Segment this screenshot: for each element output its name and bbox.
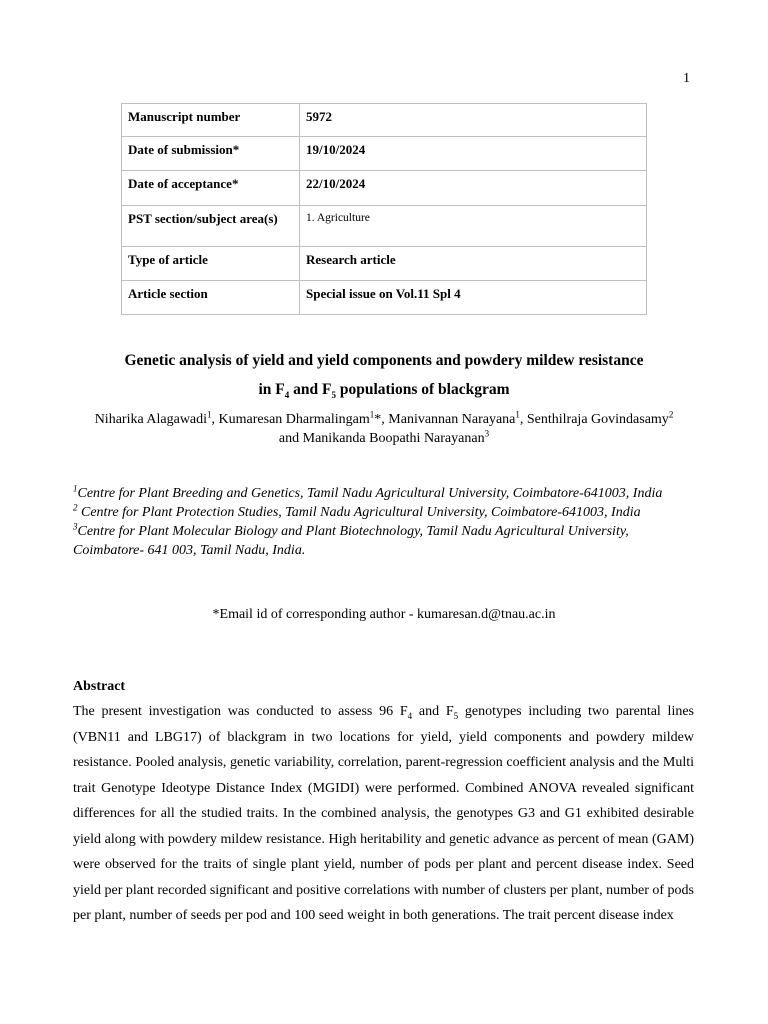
table-label: Manuscript number: [122, 104, 300, 137]
abstract-text: The present investigation was conducted to assess 96 $F_4$ and $F_5$ genotypes including two parental lines (VBN11 and LBG17) of blackgram in two locations for yield, yield components and powdery mildew resistance. Pooled analysis, genetic variability, correlation, parent-regression coefficient analysis and the Multi trait Genotype Ideotype Distance Index (MGIDI) were performed. Combined ANOVA revealed significant differences for all the studied traits. In the combined analysis, the genotypes G3 and G1 exhibited desirable yield along with powdery mildew resistance. High heritability and genetic advance as percent of mean (GAM) were observed for the traits of single plant yield, number of pods per plant and percent disease index. Seed yield per plant recorded significant and positive correlations with number of clusters per plant, number of pods per plant, number of seeds per pod and 100 seed weight in both generations. The trait percent disease index: [73, 704, 694, 923]
table-row: [122, 137, 647, 171]
table-label: Article section: [122, 281, 300, 315]
corresponding-email: *Email id of corresponding author - kumaresan.d@tnau.ac.in: [212, 607, 556, 622]
table-value: Special issue on Vol.11 Spl 4: [300, 281, 647, 315]
table-row: [122, 247, 647, 281]
table-row: [122, 281, 647, 315]
manuscript-info-table: [121, 103, 647, 315]
table-label: PST section/subject area(s): [122, 206, 300, 247]
affiliation-2: $^2$ Centre for Plant Protection Studies, Tamil Nadu Agricultural University, Coimbatore-641003, India: [73, 502, 641, 520]
table-value: 1. Agriculture: [300, 206, 647, 247]
affiliation-3: $^3$Centre for Plant Molecular Biology and Plant Biotechnology, Tamil Nadu Agricultural University, Coimbatore- 641 003, Tamil Nadu, India.: [73, 521, 629, 558]
table-value: 5972: [300, 104, 647, 137]
table-label: Date of acceptance*: [122, 171, 300, 206]
paper-title: [0, 346, 768, 404]
table-label: Type of article: [122, 247, 300, 281]
title-line-1: Genetic analysis of yield and yield components and powdery mildew resistance: [124, 352, 644, 369]
table-label: Date of submission*: [122, 137, 300, 171]
table-value: 19/10/2024: [300, 137, 647, 171]
table-value: 22/10/2024: [300, 171, 647, 206]
page-number: 1: [683, 71, 690, 86]
affiliations: [73, 484, 698, 560]
author-list: Niharika Alagawadi$^1$, Kumaresan Dharmalingam$^1$*, Manivannan Narayana$^1$, Senthilraja Govindasamy$^2$ and Manikanda Boopathi Narayanan$^3$: [94, 409, 674, 446]
table-value: Research article: [300, 247, 647, 281]
title-line-2: in $F_4$ and $F_5$ populations of blackgram: [258, 381, 510, 401]
affiliation-1: $^1$Centre for Plant Breeding and Genetics, Tamil Nadu Agricultural University, Coimbatore-641003, India: [73, 483, 663, 501]
table-row: [122, 104, 647, 137]
table-row: [122, 206, 647, 247]
abstract-heading: Abstract: [73, 679, 126, 694]
table-row: [122, 171, 647, 206]
